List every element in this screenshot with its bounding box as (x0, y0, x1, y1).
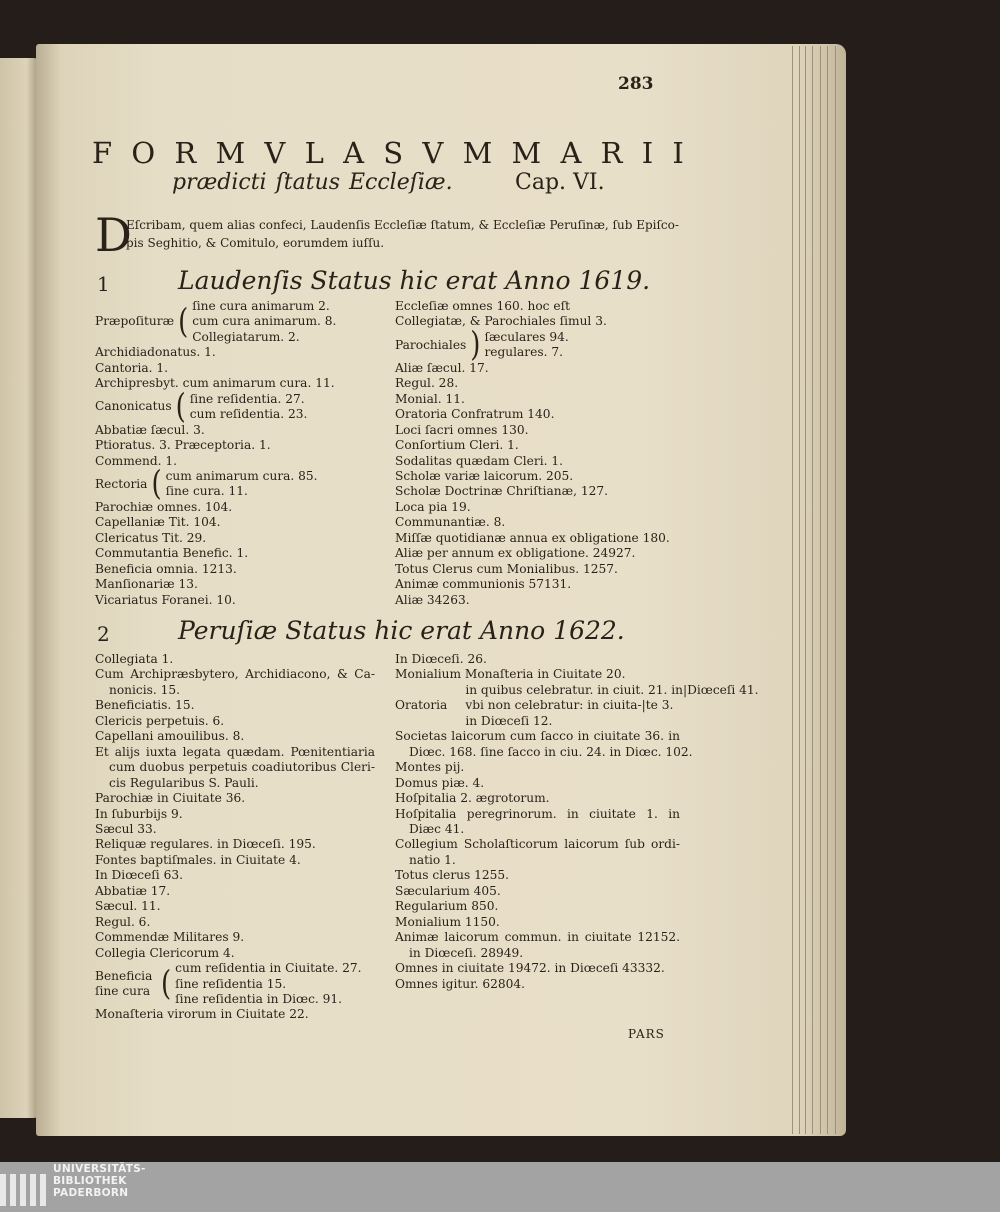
list-item (395, 515, 680, 530)
list-item (395, 930, 680, 961)
entry-line: Ptioratus. 3. Præceptoria. 1. (95, 438, 271, 453)
title-letter: R (174, 136, 197, 170)
entry-line: Aliæ ſæcul. 17. (395, 360, 489, 375)
entry-line: Monial. 11. (395, 391, 465, 406)
list-item (95, 593, 375, 608)
entry-line: Monaſteria virorum in Ciuitate 22. (95, 1007, 309, 1022)
list-item (395, 577, 680, 592)
section-2-right-column (395, 652, 759, 992)
group-entries (192, 299, 336, 345)
list-item (395, 760, 680, 775)
list-item (95, 667, 375, 698)
entry-line: Collegium Scholaſticorum laicorum ſub ordi- (395, 837, 680, 852)
group-entry: ſine reſidentia. 27. (189, 391, 305, 406)
list-item (95, 837, 375, 852)
list-item (95, 915, 375, 930)
entry-line: Communantiæ. 8. (395, 515, 506, 530)
list-item (395, 667, 680, 682)
list-item (95, 652, 375, 667)
brace-glyph: ( (175, 387, 186, 427)
entry-line: Parochiæ in Ciuitate 36. (95, 791, 246, 806)
group-entry: ſine reſidentia 15. (175, 976, 287, 991)
entry-line: Manſionariæ 13. (95, 577, 198, 592)
entry-line: In ſuburbijs 9. (95, 806, 183, 821)
list-item (395, 977, 680, 992)
group-entry: cum reſidentia in Ciuitate. 27. (175, 961, 362, 976)
entry-line: Capellaniæ Tit. 104. (95, 515, 221, 530)
brace-group (95, 387, 375, 427)
brace-glyph: ( (178, 302, 189, 342)
subtitle: prædicti ſtatus Eccleſiæ. (172, 170, 453, 195)
group-entries (465, 683, 758, 729)
section-1-left-column (95, 299, 375, 608)
entry-line: Diœc. 168. ſine ſacco in ciu. 24. in Diœc. 102. (409, 744, 693, 759)
list-item (95, 361, 375, 376)
title-letter: A (560, 136, 582, 170)
list-item (95, 698, 375, 713)
entry-line: Loca pia 19. (395, 499, 471, 514)
group-entry: ſæculares 94. (484, 329, 569, 344)
list-item (395, 961, 680, 976)
title-letter: F (92, 136, 113, 170)
list-item (95, 807, 375, 822)
list-item (395, 837, 680, 868)
group-entries (190, 392, 308, 423)
entry-line: Capellani amouilibus. 8. (95, 729, 245, 744)
section-2-left-column (95, 652, 375, 1023)
title-letter: L (304, 136, 324, 170)
entry-line: Commutantia Benefic. 1. (95, 546, 249, 561)
list-item (395, 562, 680, 577)
group-entry: in Diœceſi 12. (465, 713, 553, 728)
list-item (395, 361, 680, 376)
list-item (95, 376, 375, 391)
entry-line: Regul. 28. (395, 376, 459, 391)
entry-line: Reliquæ regulares. in Diœceſi. 195. (95, 837, 316, 852)
brace-glyph: ( (151, 464, 162, 504)
list-item (95, 714, 375, 729)
list-item (395, 729, 693, 760)
entry-line: nonicis. 15. (109, 682, 181, 697)
entry-line: Clericatus Tit. 29. (95, 530, 207, 545)
group-entry: ſine cura animarum 2. (192, 299, 330, 313)
group-entry: Collegiatarum. 2. (192, 329, 300, 344)
group-entries (166, 469, 318, 500)
list-item (95, 531, 375, 546)
group-entry: in quibus celebratur. in ciuit. 21. in|Diœceſi 41. (465, 682, 759, 697)
entry-line: Omnes igitur. 62804. (395, 976, 525, 991)
entry-line: Monialium Monaſteria in Ciuitate 20. (395, 667, 626, 682)
group-entry: cum cura animarum. 8. (192, 314, 337, 329)
brace-group (95, 464, 375, 504)
page-title (92, 136, 684, 170)
list-item (95, 562, 375, 577)
entry-line: Hoſpitalia 2. ægrotorum. (395, 791, 550, 806)
entry-line: Fontes baptiſmales. in Ciuitate 4. (95, 852, 301, 867)
section-number: 2 (97, 622, 110, 646)
title-letter: V (264, 136, 286, 170)
entry-line: Animæ laicorum commun. in ciuitate 12152. (395, 930, 680, 945)
list-item (95, 745, 375, 791)
library-footer (0, 1162, 1000, 1212)
entry-line: Beneficiatis. 15. (95, 698, 195, 713)
list-item (95, 438, 375, 453)
group-entry: ſine reſidentia in Diœc. 91. (175, 991, 343, 1006)
entry-line: Loci ſacri omnes 130. (395, 422, 529, 437)
list-item (95, 1007, 375, 1022)
list-item (395, 899, 680, 914)
group-entry: cum reſidentia. 23. (189, 407, 308, 422)
list-item (395, 484, 680, 499)
entry-line: Regul. 6. (95, 914, 151, 929)
list-item (395, 469, 680, 484)
entry-line: Collegiata 1. (95, 652, 174, 666)
entry-line: Societas laicorum cum ſacco in ciuitate 36. in (395, 729, 680, 744)
list-item (395, 407, 680, 422)
group-label: Canonicatus (95, 399, 172, 414)
list-item (395, 392, 680, 407)
entry-line: Scholæ variæ laicorum. 205. (395, 468, 574, 483)
group-label: Præpoſituræ (95, 314, 175, 329)
entry-line: Collegiatæ, & Parochiales ſimul 3. (395, 314, 607, 329)
section-heading: Laudenſis Status hic erat Anno 1619. (178, 266, 651, 295)
title-letter: I (672, 136, 684, 170)
title-letter: R (600, 136, 623, 170)
list-item (395, 546, 680, 561)
entry-line: Sodalitas quædam Cleri. 1. (395, 453, 563, 468)
list-item (95, 500, 375, 515)
title-letter: I (641, 136, 654, 170)
entry-line: Abbatiæ ſæcul. 3. (95, 422, 205, 437)
list-item (95, 899, 375, 914)
list-item (95, 946, 375, 961)
list-item (395, 807, 680, 838)
entry-line: Miſſæ quotidianæ annua ex obligatione 180. (395, 530, 670, 545)
list-item (395, 314, 680, 329)
list-item (395, 500, 680, 515)
list-item (395, 884, 680, 899)
list-item (395, 791, 680, 806)
entry-line: In Diœceſi. 26. (395, 652, 487, 666)
intro-line-1: Eſcribam, quem alias confeci, Laudenſis Eccleſiæ ſtatum, & Eccleſiæ Peruſinæ, ſub Epiſco- (126, 218, 679, 232)
list-item (395, 652, 680, 667)
entry-line: Totus Clerus cum Monialibus. 1257. (395, 561, 618, 576)
entry-line: Hoſpitalia peregrinorum. in ciuitate 1. in (395, 806, 680, 821)
entry-line: Commend. 1. (95, 453, 178, 468)
drop-cap: D (95, 208, 132, 262)
list-item (95, 423, 375, 438)
title-letter: M (511, 136, 542, 170)
list-item (395, 915, 680, 930)
list-item (395, 776, 680, 791)
title-letter: M (215, 136, 246, 170)
entry-line: Animæ communionis 57131. (395, 577, 572, 592)
entry-line: Totus clerus 1255. (395, 868, 510, 883)
entry-line: Clericis perpetuis. 6. (95, 713, 225, 728)
group-entries (484, 330, 568, 361)
group-label: Oratoria (395, 698, 448, 713)
section-number: 1 (97, 272, 110, 296)
entry-line: cum duobus perpetuis coadiutoribus Cleri- (109, 760, 375, 775)
brace-group (395, 325, 680, 365)
brace-group (395, 682, 759, 729)
list-item (95, 577, 375, 592)
list-item (95, 822, 375, 837)
page-number: 283 (618, 74, 654, 94)
list-item (95, 345, 375, 360)
chapter-label: Cap. VI. (515, 170, 605, 195)
list-item (95, 454, 375, 469)
group-label: Beneficia ſine cura (95, 969, 153, 999)
title-letter: M (462, 136, 493, 170)
list-item (395, 423, 680, 438)
entry-line: cis Regularibus S. Pauli. (109, 775, 259, 790)
entry-line: Sæcularium 405. (395, 883, 501, 898)
entry-line: Oratoria Confratrum 140. (395, 407, 555, 422)
entry-line: in Diœceſi. 28949. (409, 945, 524, 960)
section-1-right-column (395, 299, 680, 608)
entry-line: natio 1. (409, 852, 456, 867)
facing-page-edge (0, 58, 38, 1118)
entry-line: Archidiadonatus. 1. (95, 345, 216, 360)
catchword: PARS (628, 1027, 665, 1041)
page-stack-edges (790, 46, 846, 1134)
list-item (95, 729, 375, 744)
entry-line: Et alijs iuxta legata quædam. Pœnitentiaria (95, 744, 375, 759)
entry-line: Aliæ 34263. (395, 592, 470, 607)
brace-glyph: ( (161, 964, 172, 1004)
list-item (95, 930, 375, 945)
title-letter: A (343, 136, 365, 170)
entry-line: Collegia Clericorum 4. (95, 945, 235, 960)
title-letter: S (383, 136, 404, 170)
entry-line: Cum Archipræsbytero, Archidiacono, & Ca- (95, 667, 375, 682)
entry-line: Eccleſiæ omnes 160. hoc eſt (395, 299, 570, 313)
entry-line: Monialium 1150. (395, 914, 500, 929)
brace-group (95, 299, 375, 345)
entry-line: Beneficia omnia. 1213. (95, 561, 237, 576)
title-letter: O (131, 136, 156, 170)
section-heading: Peruſiæ Status hic erat Anno 1622. (178, 616, 625, 645)
list-item (95, 853, 375, 868)
library-logo-text: UNIVERSITÄTS- BIBLIOTHEK PADERBORN (53, 1163, 146, 1199)
entry-line: Domus piæ. 4. (395, 775, 485, 790)
entry-line: Archipresbyt. cum animarum cura. 11. (95, 376, 335, 391)
list-item (395, 593, 680, 608)
entry-line: Vicariatus Foranei. 10. (95, 592, 236, 607)
brace-glyph: ) (470, 325, 481, 365)
group-label: Parochiales (395, 337, 467, 352)
entry-line: Aliæ per annum ex obligatione. 24927. (395, 546, 636, 561)
intro-line-2: pis Seghitio, & Comitulo, eorumdem iuſſu. (126, 236, 385, 250)
list-item (395, 299, 680, 314)
entry-line: Diæc 41. (409, 821, 465, 836)
list-item (95, 884, 375, 899)
group-entry: ſine cura. 11. (165, 484, 248, 499)
list-item (395, 454, 680, 469)
entry-line: Sæcul 33. (95, 821, 157, 836)
list-item (395, 531, 680, 546)
group-label: Rectoria (95, 476, 148, 491)
entry-line: In Diœceſi 63. (95, 868, 183, 883)
entry-line: Commendæ Militares 9. (95, 930, 245, 945)
entry-line: Sæcul. 11. (95, 899, 161, 914)
list-item (95, 515, 375, 530)
brace-group (95, 961, 375, 1007)
list-item (95, 791, 375, 806)
list-item (395, 868, 680, 883)
group-entry: regulares. 7. (484, 345, 563, 360)
title-letter: V (422, 136, 444, 170)
entry-line: Parochiæ omnes. 104. (95, 499, 233, 514)
entry-line: Abbatiæ 17. (95, 883, 171, 898)
entry-line: Omnes in ciuitate 19472. in Diœceſi 43332. (395, 961, 665, 976)
list-item (395, 376, 680, 391)
list-item (95, 546, 375, 561)
list-item (395, 438, 680, 453)
entry-line: Scholæ Doctrinæ Chriſtianæ, 127. (395, 484, 608, 499)
entry-line: Regularium 850. (395, 899, 499, 914)
list-item (95, 868, 375, 883)
entry-line: Cantoria. 1. (95, 360, 169, 375)
group-entry: cum animarum cura. 85. (165, 468, 318, 483)
entry-line: Conſortium Cleri. 1. (395, 438, 519, 453)
group-entries (175, 961, 361, 1007)
entry-line: Montes pij. (395, 760, 465, 775)
group-entry: vbi non celebratur: in ciuita-|te 3. (465, 698, 674, 713)
